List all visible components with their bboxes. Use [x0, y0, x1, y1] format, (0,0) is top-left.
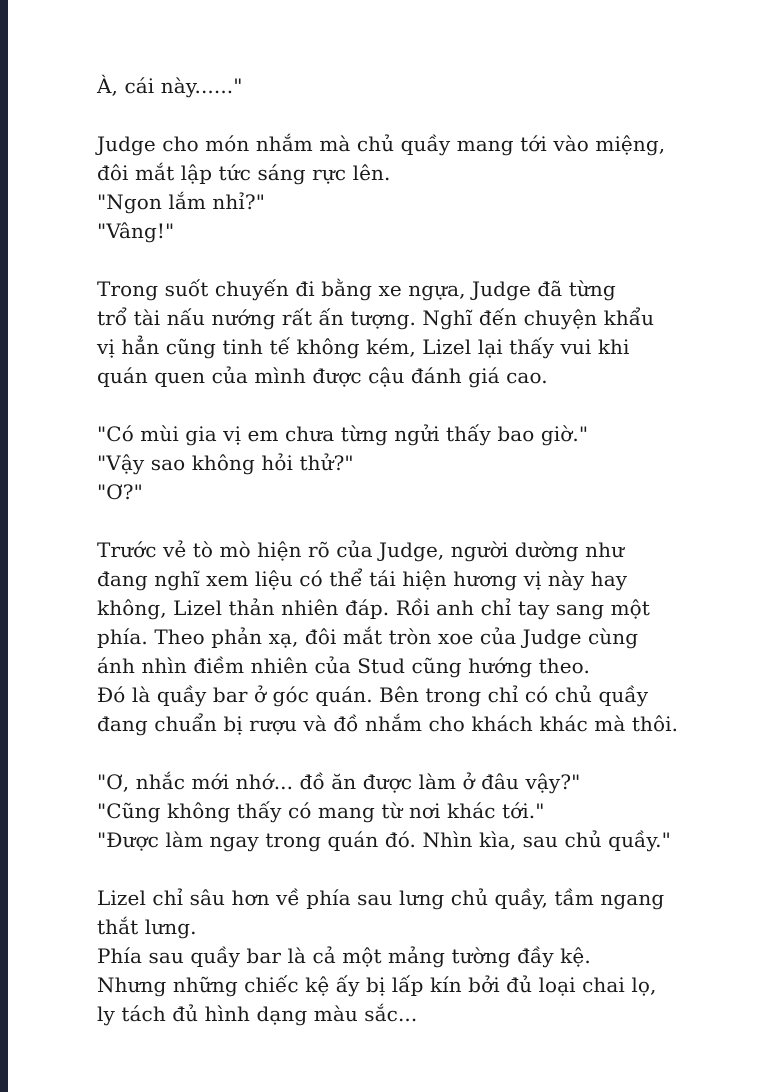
text-line: "Ơ, nhắc mới nhớ... đồ ăn được làm ở đâu vậy?": [97, 770, 581, 794]
text-line: "Có mùi gia vị em chưa từng ngửi thấy bao giờ.": [97, 422, 589, 446]
page-edge-bar: [0, 0, 8, 1092]
paragraph: [97, 884, 727, 1029]
text-line: Lizel chỉ sâu hơn về phía sau lưng chủ quầy, tầm ngang: [97, 886, 665, 910]
paragraph: [97, 130, 727, 246]
text-line: Đó là quầy bar ở góc quán. Bên trong chỉ có chủ quầy: [97, 683, 649, 707]
document-page: [97, 72, 727, 1058]
paragraph: [97, 72, 727, 101]
text-line: quán quen của mình được cậu đánh giá cao.: [97, 364, 548, 388]
text-line: "Ngon lắm nhỉ?": [97, 190, 266, 214]
text-line: Nhưng những chiếc kệ ấy bị lấp kín bởi đủ loại chai lọ,: [97, 973, 657, 997]
text-line: trổ tài nấu nướng rất ấn tượng. Nghĩ đến chuyện khẩu: [97, 306, 655, 330]
text-line: Phía sau quầy bar là cả một mảng tường đầy kệ.: [97, 944, 591, 968]
paragraph: [97, 275, 727, 391]
paragraph: [97, 768, 727, 855]
text-line: "Cũng không thấy có mang từ nơi khác tới.": [97, 799, 545, 823]
text-line: À, cái này......": [97, 74, 243, 98]
text-line: đang nghĩ xem liệu có thể tái hiện hương vị này hay: [97, 567, 628, 591]
text-line: đang chuẩn bị rượu và đồ nhắm cho khách khác mà thôi.: [97, 712, 679, 736]
text-line: không, Lizel thản nhiên đáp. Rồi anh chỉ tay sang một: [97, 596, 650, 620]
text-line: "Vâng!": [97, 219, 175, 243]
text-line: thắt lưng.: [97, 915, 197, 939]
text-line: vị hẳn cũng tinh tế không kém, Lizel lại thấy vui khi: [97, 335, 630, 359]
text-line: đôi mắt lập tức sáng rực lên.: [97, 161, 391, 185]
text-line: "Vậy sao không hỏi thử?": [97, 451, 354, 475]
text-line: "Ơ?": [97, 480, 143, 504]
text-line: ánh nhìn điềm nhiên của Stud cũng hướng theo.: [97, 654, 590, 678]
text-line: phía. Theo phản xạ, đôi mắt tròn xoe của Judge cùng: [97, 625, 639, 649]
paragraph: [97, 420, 727, 507]
paragraph: [97, 536, 727, 739]
text-line: ly tách đủ hình dạng màu sắc...: [97, 1002, 418, 1026]
text-line: Judge cho món nhắm mà chủ quầy mang tới vào miệng,: [97, 132, 666, 156]
text-line: "Được làm ngay trong quán đó. Nhìn kìa, sau chủ quầy.": [97, 828, 671, 852]
text-line: Trước vẻ tò mò hiện rõ của Judge, người dường như: [97, 538, 625, 562]
text-line: Trong suốt chuyến đi bằng xe ngựa, Judge đã từng: [97, 277, 616, 301]
